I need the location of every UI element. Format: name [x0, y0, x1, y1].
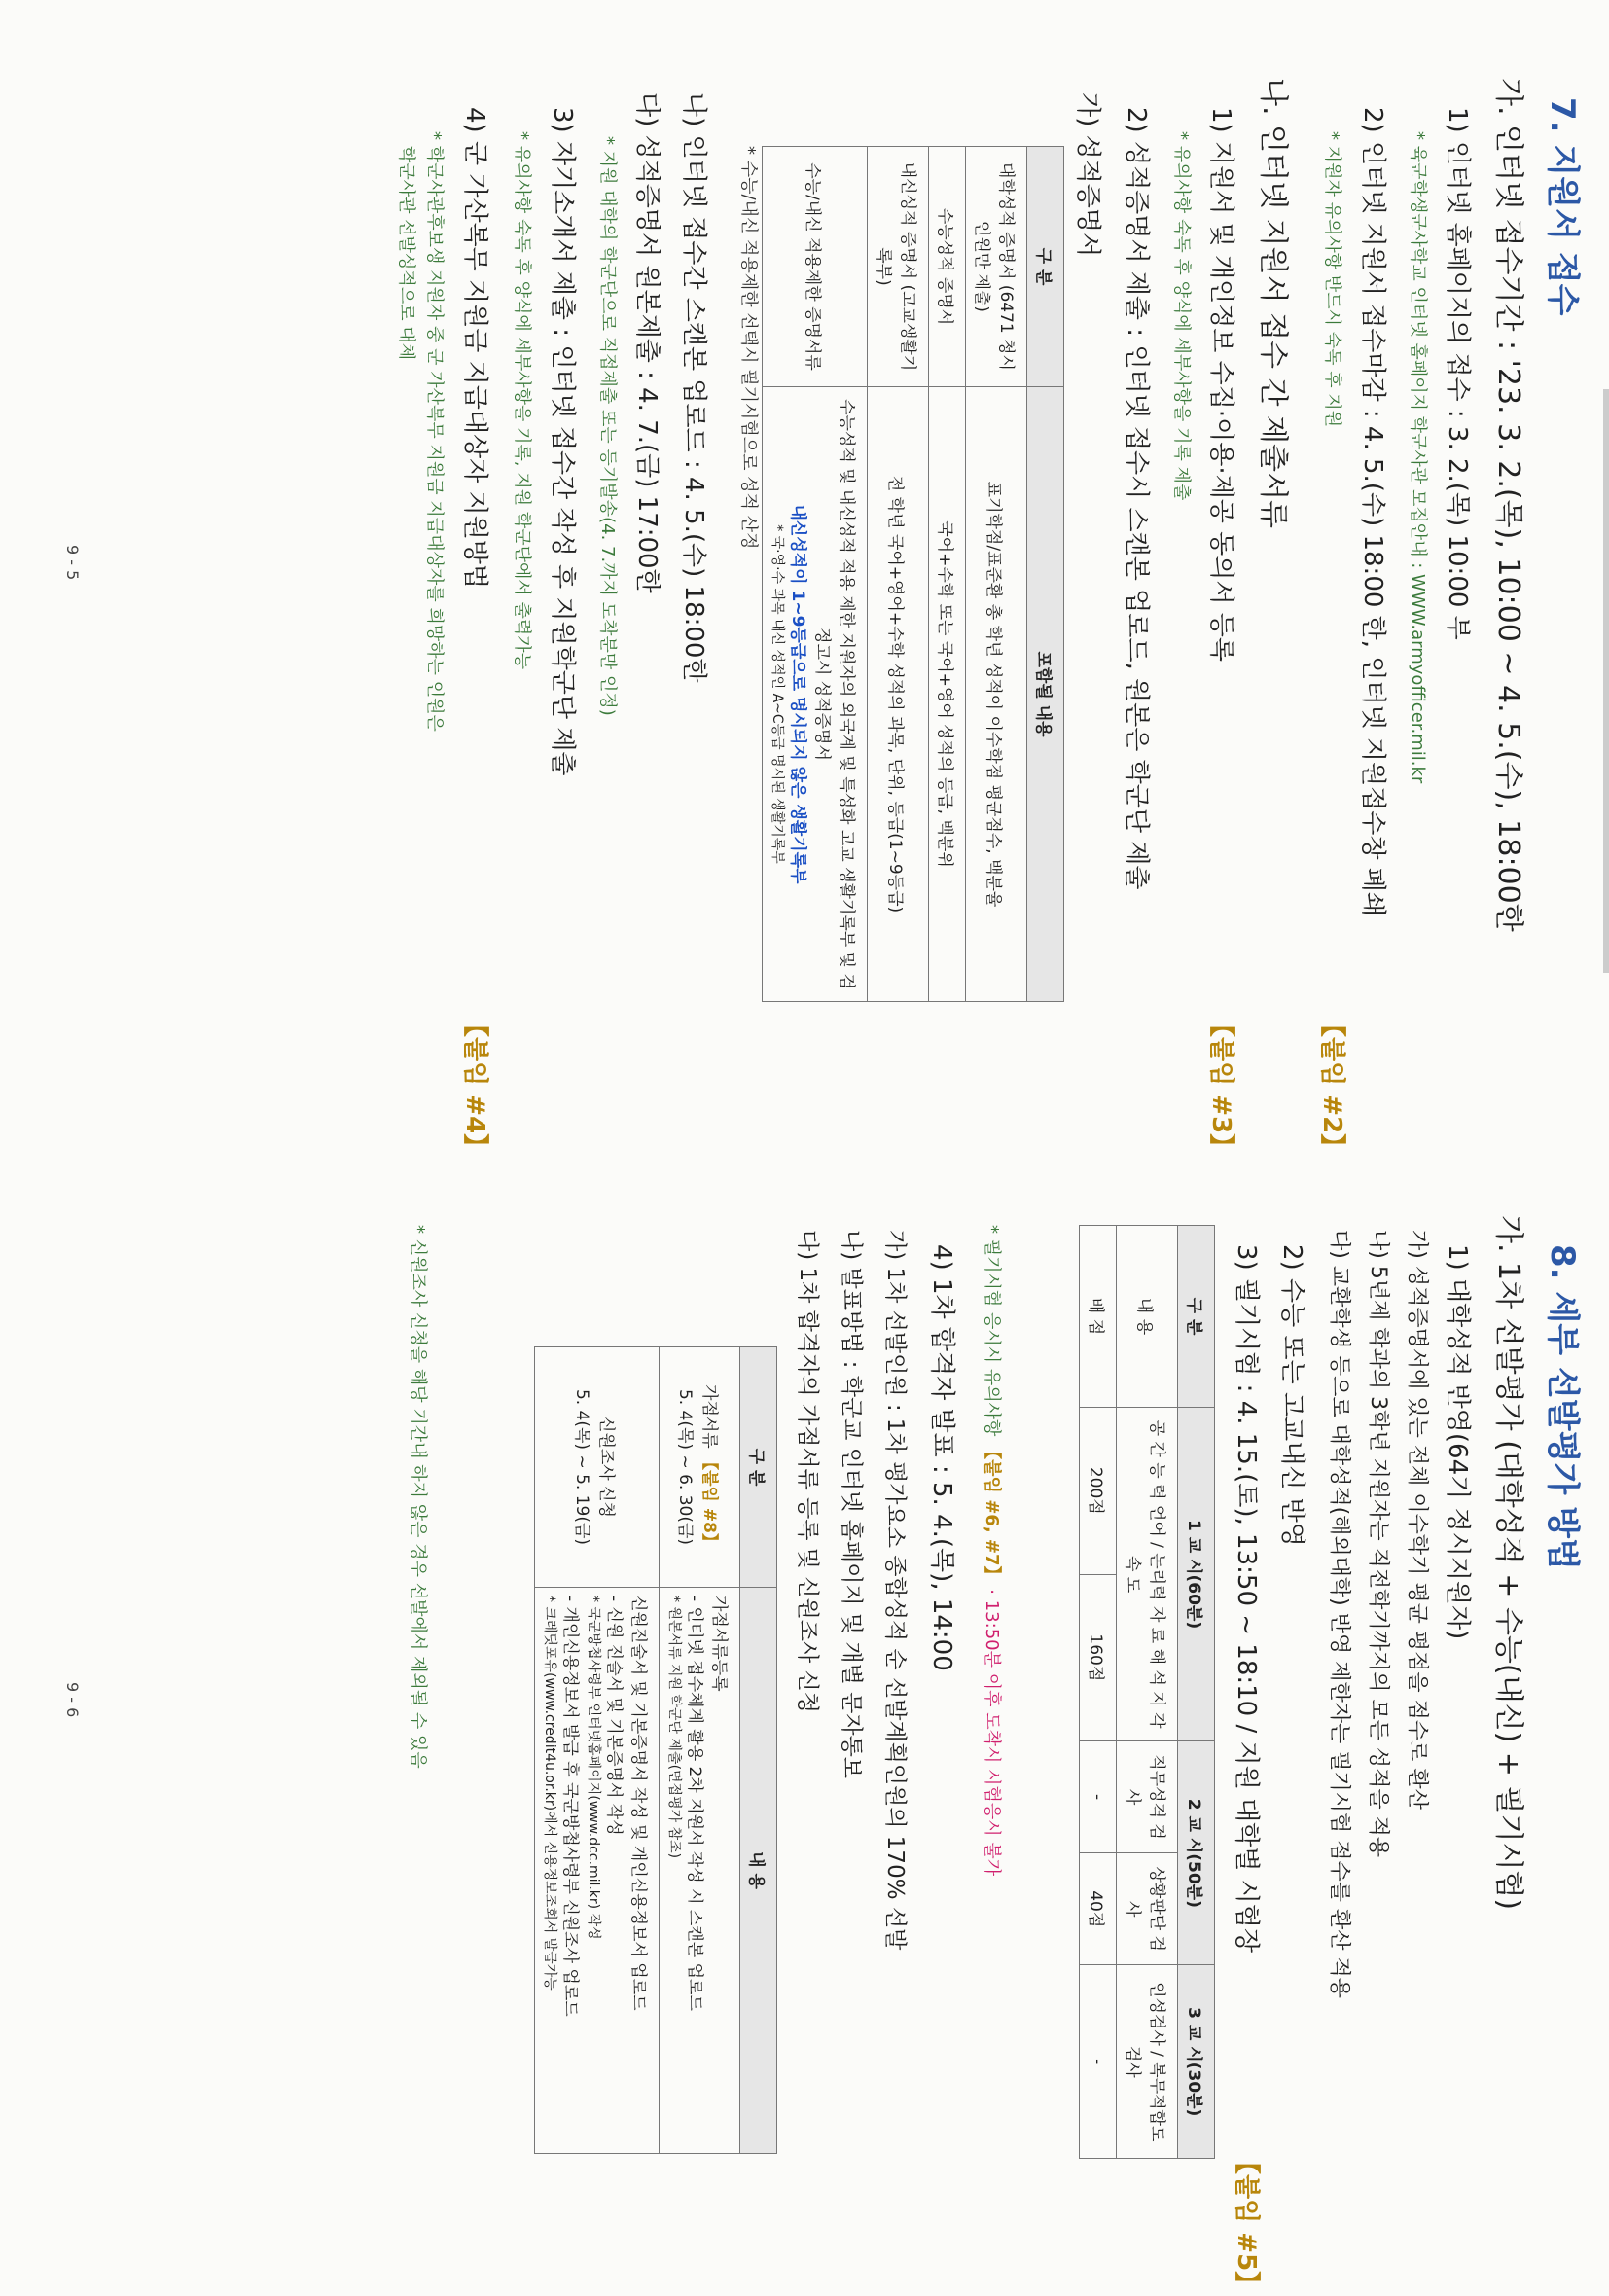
table-cell [535, 1588, 660, 2154]
table-cell-note: * 국·영·수 과목 내신 성적인 A~C등급 명시된 생활기록부 [769, 524, 785, 864]
page-number: 9 - 6 [63, 1682, 82, 1718]
item-r4-da: 다) 1차 합격자의 가점서류 등록 및 신원조사 신청 [795, 1230, 820, 1713]
grade-doc-table [762, 146, 1064, 1002]
table-cell: - [1080, 1965, 1117, 2159]
item-na2-ga: 가) 성적증명서 [1073, 92, 1102, 258]
item-na3: 3) 자기소개서 제출 : 인터넷 접수간 작성 후 지원학군단 제출 [548, 107, 577, 776]
label-text: 신원조사 신청 [596, 1417, 617, 1518]
attachment-tag-2: 【붙임 #2】 [1317, 1012, 1346, 1160]
table-cell: 200점 [1080, 1408, 1117, 1575]
page-number: 9 - 5 [63, 545, 82, 581]
content-line: - 인터넷 접수체계 활용 2차 지원서 작성 시 스캔본 업로드 [685, 1596, 704, 2011]
item-ga1: 1) 인터넷 홈페이지의 접수 : 3. 2.(목) 10:00 부 [1443, 107, 1472, 640]
attachment-tag-5: 【붙임 #5】 [1232, 2149, 1261, 2296]
table-cell-highlight: 내신성적이 1~9등급으로 명시되지 않은 생활기록부 [788, 504, 807, 884]
note-warning: · 13:50분 이후 도착시 시험응시 불가 [982, 1589, 1002, 1877]
table-header: 2 교 시(50분) [1178, 1741, 1215, 1965]
note-na3: * 유의사항 숙독 후 양식에 세부사항을 기록, 지원 학군단에서 출력가능 [512, 131, 532, 670]
table-cell: 수능성적 증명서 [929, 147, 966, 387]
content-line: - 신원 진술서 및 기본증명서 작성 [604, 1596, 624, 1836]
table-header: 구 분 [740, 1347, 777, 1588]
attachment-tag-3: 【붙임 #3】 [1206, 1012, 1235, 1160]
table-cell: 수능/내신 적용제한 증명서류 [763, 147, 868, 387]
item-ga: 가. 인터넷 접수기간 : '23. 3. 2.(목), 10:00 ~ 4. 5.(수), 18:00한 [1491, 78, 1525, 932]
content-note: * 원본서류 지원 학군단 제출(면접평가 참조) [666, 1596, 682, 1859]
note-ga1: * 육군학생군사학교 인터넷 홈페이지 학군사관 모집안내 : WWW.armyofficer.mil.kr [1408, 131, 1428, 784]
table-cell: 내 용 [1117, 1226, 1178, 1408]
item-ga2: 2) 인터넷 지원서 접수마감 : 4. 5.(수) 18:00 한, 인터넷 지원접수창 폐쇄 [1358, 107, 1387, 917]
table-header: 구 분 [1178, 1226, 1215, 1408]
item-ga: 가. 1차 선발평가 (대학성적 + 수능(내신) + 필기시험) [1491, 1215, 1525, 1911]
item-na-na: 나) 인터넷 접수간 스캔본 업로드 : 4. 5.(수) 18:00한 [679, 92, 708, 683]
date-range: 5. 4(목) ~ 6. 30(금) [675, 1388, 695, 1546]
table-header: 포함될 내용 [1027, 387, 1064, 1002]
table-cell: 내신성적 증명서 (고교생활기록부) [868, 147, 929, 387]
table-cell: 40점 [1080, 1852, 1117, 1965]
note-ga2: * 지원자 유의사항 반드시 숙독 후 지원 [1322, 131, 1342, 428]
table-cell [763, 387, 868, 1002]
table-header: 구 분 [1027, 147, 1064, 387]
item-r1-na: 나) 5년제 학과의 3학년 지원자는 직전학기까지의 모든 성적을 적용 [1366, 1230, 1390, 1858]
content-line: 신원진술서 및 기본증명서 작성 및 개인신용정보서 업로드 [628, 1596, 648, 2011]
table-cell [535, 1347, 660, 1588]
note-r3 [981, 1225, 1006, 1876]
note-na4-1: * 학군사관후보생 지원자 중 군 가산복무 지원금 지급대상자를 희망하는 인원은 [424, 131, 445, 732]
table-cell: 국어+수학 또는 국어+영어 성적의 등급, 백분위 [929, 387, 966, 1002]
table-cell [660, 1347, 740, 1588]
label-text: 가점서류 [699, 1384, 719, 1449]
item-r2: 2) 수능 또는 고교내신 반영 [1277, 1244, 1306, 1547]
table-cell: 160점 [1080, 1574, 1117, 1741]
section-heading: 7. 지원서 접수 [1543, 97, 1582, 316]
table-header: 1 교 시(60분) [1178, 1408, 1215, 1741]
item-r1-ga: 가) 성적증명서에 있는 전체 이수학기 평균 평점을 점수로 환산 [1405, 1230, 1429, 1810]
additional-docs-table [534, 1346, 777, 2154]
item-r4-na: 나) 발표방법 : 학군교 인터넷 홈페이지 및 개별 문자통보 [839, 1230, 864, 1779]
table-cell: 표기학점/표준환 총 학년 성적이 이수학점 평균점수, 백분율 [966, 387, 1027, 1002]
table-cell-text: 수능성적 및 내신성적 적용 제한 지원자의 외국계 및 특성화 고교 생활기록부 및 검정고시 성적증명서 [812, 399, 856, 989]
table-cell: 상황판단 검 사 [1117, 1852, 1178, 1965]
note-na4-2: 학군사관 선발성적으로 대체 [396, 146, 416, 361]
table-note: * 수능/내신 적용제한 선택시 필기시험으로 성적 산정 [738, 146, 759, 550]
table-row [868, 147, 929, 1002]
table-cell-label [699, 1355, 724, 1579]
table-row [660, 1347, 740, 2154]
table-cell [660, 1588, 740, 2154]
table-row [966, 147, 1027, 1002]
attachment-tag-6-7: 【붙임 #6, #7】 [982, 1442, 1002, 1584]
item-r3: 3) 필기시험 : 4. 15.(토), 13:50 ~ 18:10 / 지원 대학별 시험장 [1232, 1244, 1261, 1953]
table-cell: - [1080, 1741, 1117, 1853]
attachment-tag-8: 【붙임 #8】 [699, 1453, 719, 1550]
table-row [1117, 1226, 1178, 2159]
table-cell: 직무성격 검 사 [1117, 1741, 1178, 1853]
table-row [929, 147, 966, 1002]
content-line: 가점서류등록 [709, 1596, 729, 1692]
written-exam-table [1079, 1225, 1215, 2159]
item-r1-da: 다) 교환학생 등으로 대학성적(해외대학) 반영 제한자는 필기시험 점수를 환산 적용 [1327, 1230, 1351, 1999]
item-na1: 1) 지원서 및 개인정보 수집·이용·제공 동의서 등록 [1206, 107, 1235, 663]
table-row [535, 1347, 660, 2154]
table-cell: 공 간 능 력 언어 / 논리력 자 료 해 석 지 각 속 도 [1117, 1408, 1178, 1741]
item-r4-ga: 가) 1차 선발인원 : 1차 평가요소 종합성적 순 선발계획인원의 170% 선발 [882, 1230, 908, 1951]
content-line: - 개인신용정보서 발급 후 국군방첩사령부 신원조사 업로드 [560, 1596, 580, 2017]
item-r1: 1) 대학성적 반영(64기 정시지원자) [1443, 1244, 1472, 1640]
item-r4: 4) 1차 합격자 발표 : 5. 4.(목), 14:00 [927, 1244, 956, 1671]
item-na: 나. 인터넷 지원서 접수 간 제출서류 [1256, 78, 1290, 528]
note-na1: * 유의사항 숙독 후 양식에 세부사항을 기록 제출 [1171, 131, 1192, 501]
note-text: * 필기시험 응시시 유의사항 [982, 1225, 1002, 1437]
table-header: 3 교 시(30분) [1178, 1965, 1215, 2159]
note-na-da: * 지원 대학의 학군단으로 직접제출 또는 등기발송(4. 7.까지 도착분만 인정) [597, 136, 618, 716]
item-na2: 2) 성적증명서 제출 : 인터넷 접수시 스캔본 업로드, 원본은 학군단 제출 [1122, 107, 1151, 890]
content-note: * 크레딧포유(www.credit4u.or.kr)에서 신용정보조회서 발급가능 [542, 1596, 557, 1991]
table-row [763, 147, 868, 1002]
table-cell: 인성검사 / 복무적합도 검사 [1117, 1965, 1178, 2159]
table-header: 내 용 [740, 1588, 777, 2154]
date-range: 5. 4(목) ~ 5. 19(금) [572, 1388, 592, 1546]
table-cell: 전 학년 국어+영어+수학 성적의 과목, 단위, 등급(1~9등급) [868, 387, 929, 1002]
item-na4: 4) 군 가산복무 지원금 지급대상자 지원방법 [460, 107, 489, 589]
bottom-note: * 신원조사 신청을 해당 기간내 하지 않은 경우 선발에서 제외될 수 있음 [408, 1225, 428, 1769]
section-heading: 8. 세부 선발평가 방법 [1543, 1244, 1582, 1570]
attachment-tag-4: 【붙임 #4】 [460, 1012, 489, 1160]
content-note: * 국군방첩사령부 인터넷홈페이지(www.dcc.mil.kr) 작성 [586, 1596, 601, 1940]
table-row [1080, 1226, 1117, 2159]
table-cell: 대학성적 증명서 (6471 청시인원만 제출) [966, 147, 1027, 387]
item-na-da: 다) 성적증명서 원본제출 : 4. 7.(금) 17:00한 [632, 92, 661, 593]
table-cell: 배 점 [1080, 1226, 1117, 1408]
page-9-6 [0, 1137, 1609, 2296]
